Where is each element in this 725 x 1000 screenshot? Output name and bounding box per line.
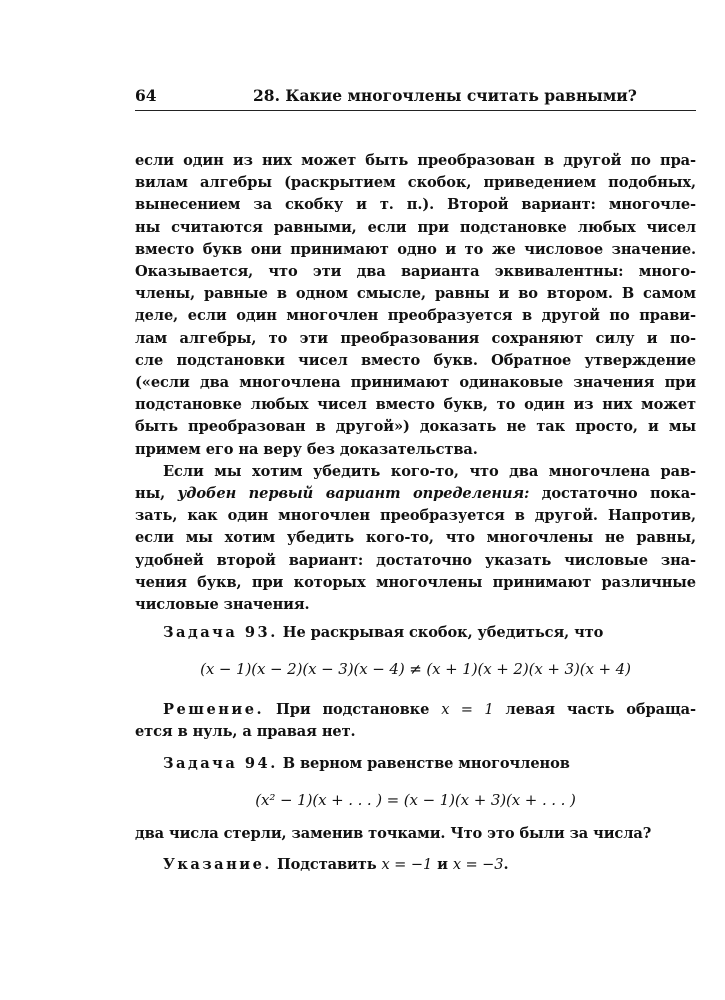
text-span: ны,	[135, 485, 178, 503]
text-line: Оказывается, что эти два варианта эквивалентны: много-	[135, 263, 696, 281]
text-line: чения букв, при которых многочлены принимают различные	[135, 573, 696, 591]
task-93-label: Задача 93.	[163, 624, 278, 642]
text-line: вилам алгебры (раскрытием скобок, приведением подобных,	[135, 174, 696, 192]
text-span: левая часть обраща-	[493, 700, 696, 718]
text-span: .	[503, 855, 509, 873]
task-93-text: Не раскрывая скобок, убедиться, что	[282, 624, 604, 642]
text-span: Подставить	[276, 855, 382, 873]
text-line	[135, 699, 696, 721]
task-94-text: В верном равенстве многочленов	[282, 755, 570, 773]
task-94-label: Задача 94.	[163, 755, 278, 773]
text-span: достаточно пока-	[529, 485, 697, 503]
math-inline: x = 1	[441, 700, 494, 718]
text-line	[135, 622, 696, 644]
text-line: ны считаются равными, если при подстановке любых чисел	[135, 218, 696, 236]
text-line: вынесением за скобку и т. п.). Второй вариант: многочле-	[135, 196, 696, 214]
text-line: числовые значения.	[135, 596, 310, 614]
solution-93	[135, 699, 696, 743]
paragraph-equivalence	[135, 150, 696, 461]
text-line: если мы хотим убедить кого-то, что многочлены не равны,	[135, 529, 696, 547]
text-line: деле, если один многочлен преобразуется в другой по прави-	[135, 307, 696, 325]
text-line: члены, равные в одном смысле, равны и во втором. В самом	[135, 285, 696, 303]
text-line: («если два многочлена принимают одинаковые значения при	[135, 374, 696, 392]
task-94-continuation	[135, 823, 696, 845]
hint-94-label: Указание.	[163, 855, 272, 873]
solution-93-label: Решение.	[163, 700, 265, 718]
running-title: 28. Какие многочлены считать равными?	[253, 86, 637, 105]
page-number: 64	[135, 86, 157, 105]
italic-emphasis: удобен первый вариант определения:	[177, 485, 530, 503]
text-line	[135, 854, 696, 876]
hint-94	[135, 854, 696, 876]
paragraph-usage	[135, 461, 696, 616]
text-line	[135, 483, 696, 505]
formula-task-94: (x² − 1)(x + . . . ) = (x − 1)(x + 3)(x + . . . )	[255, 791, 576, 810]
task-93	[135, 622, 696, 644]
text-line: быть преобразован в другой») доказать не так просто, и мы	[135, 418, 696, 436]
task-94	[135, 753, 696, 775]
page-body	[135, 150, 696, 876]
text-line: зать, как один многочлен преобразуется в другой. Напротив,	[135, 507, 696, 525]
text-line: удобней второй вариант: достаточно указать числовые зна-	[135, 551, 696, 569]
text-line: ется в нуль, а правая нет.	[135, 722, 356, 740]
math-inline: x = −3	[452, 855, 504, 873]
formula-task-93: (x − 1)(x − 2)(x − 3)(x − 4) ≠ (x + 1)(x + 2)(x + 3)(x + 4)	[200, 660, 631, 679]
text-line	[135, 753, 696, 775]
running-header	[135, 84, 696, 111]
text-line: вместо букв они принимают одно и то же числовое значение.	[135, 240, 696, 258]
text-line: сле подстановки чисел вместо букв. Обратное утверждение	[135, 351, 696, 369]
paragraph-rest	[135, 505, 696, 616]
text-line: если один из них может быть преобразован в другой по пра-	[135, 152, 696, 169]
text-line: лам алгебры, то эти преобразования сохраняют силу и по-	[135, 329, 696, 347]
text-span: и	[432, 855, 453, 873]
math-inline: x = −1	[381, 855, 433, 873]
text-line: подстановке любых чисел вместо букв, то один из них может	[135, 396, 696, 414]
text-line: два числа стерли, заменив точками. Что это были за числа?	[135, 825, 652, 843]
text-span: При подстановке	[276, 700, 442, 718]
text-line: примем его на веру без доказательства.	[135, 440, 478, 458]
text-line: Если мы хотим убедить кого-то, что два многочлена рав-	[163, 462, 696, 480]
